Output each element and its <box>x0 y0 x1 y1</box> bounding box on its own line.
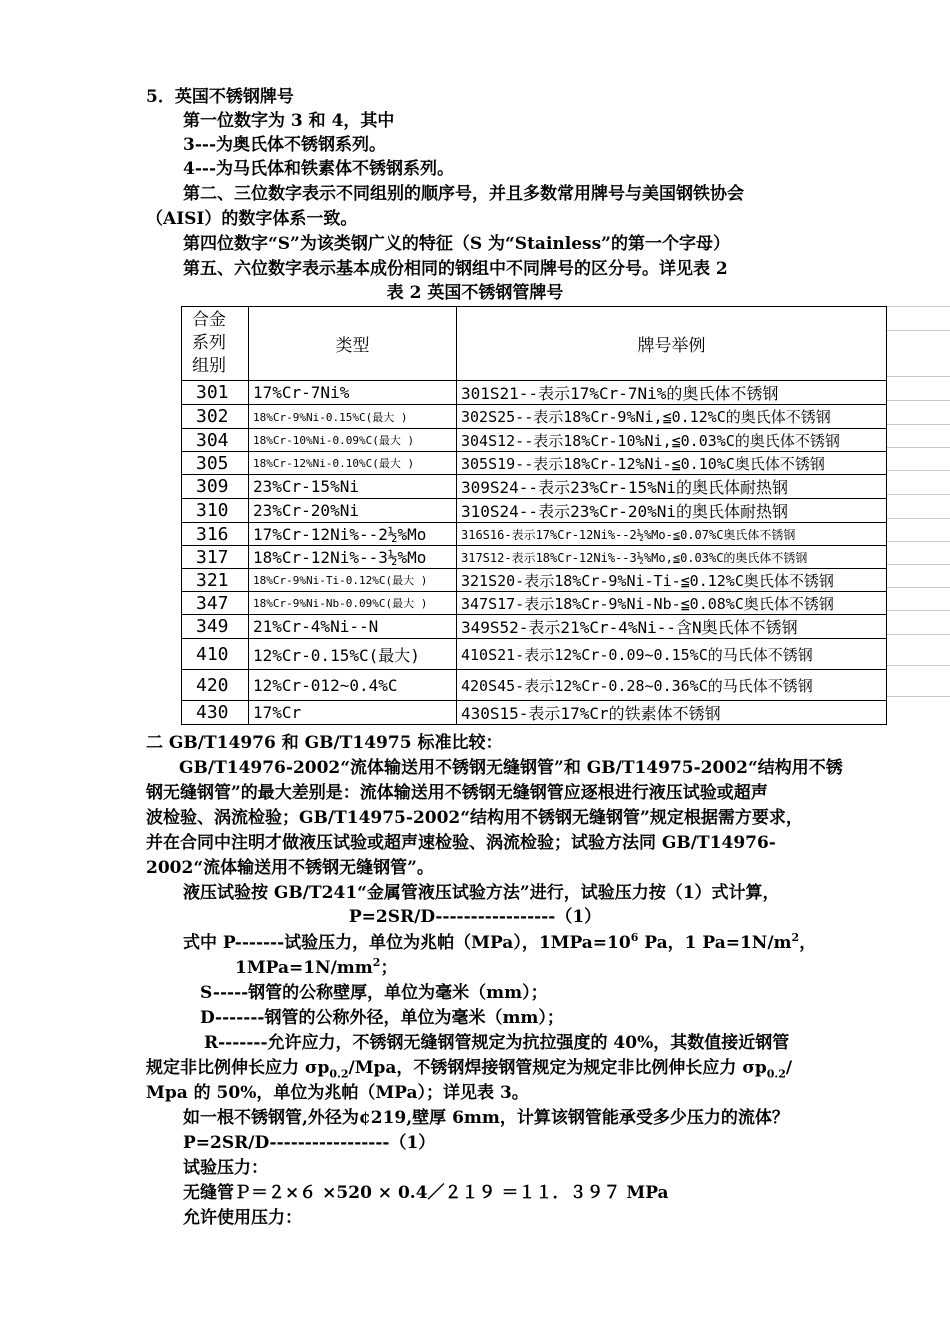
paragraph-comparison-line-3: 波检验、涡流检验；GB/T14975-2002“结构用不锈钢无缝钢管”规定根据需方要求， <box>146 808 803 828</box>
definition-d: D-------钢管的公称外径，单位为毫米（mm）； <box>200 1008 564 1028</box>
cell-type: 18%Cr-9%Ni-Nb-0.09%C(最大 ) <box>249 592 457 615</box>
cell-series: 309 <box>182 475 249 499</box>
table-2-caption: 表 2 英国不锈钢管牌号 <box>386 283 564 303</box>
gridline <box>886 564 950 565</box>
table-row <box>182 405 887 429</box>
table-header-row <box>182 307 887 381</box>
cell-example: 302S25--表示18%Cr-9%Ni,≦0.12%C的奥氏体不锈钢 <box>457 405 887 429</box>
gridline <box>886 470 950 471</box>
section-2-heading: 二 GB/T14976 和 GB/T14975 标准比较： <box>146 733 503 753</box>
paragraph-hydraulic-test: 液压试验按 GB/T241“金属管液压试验方法”进行，试验压力按（1）式计算， <box>183 883 780 903</box>
gridline <box>886 665 950 666</box>
cell-series: 347 <box>182 592 249 615</box>
paragraph-martensitic: 4---为马氏体和铁素体不锈钢系列。 <box>183 159 454 179</box>
table-row <box>182 499 887 523</box>
cell-series: 410 <box>182 639 249 670</box>
definition-p-text: 1MPa=1N/mm <box>235 958 373 978</box>
gridline <box>886 610 950 611</box>
cell-series: 305 <box>182 452 249 475</box>
cell-example: 317S12-表示18%Cr-12Ni%--3½%Mo,≦0.03%C的奥氏体不锈钢 <box>457 546 887 569</box>
subscript: 0.2 <box>329 1067 349 1081</box>
cell-type: 18%Cr-9%Ni-0.15%C(最大 ) <box>249 405 457 429</box>
definition-r-line-1: R-------允许应力，不锈钢无缝钢管规定为抗拉强度的 40%，其数值接近钢管 <box>204 1033 790 1053</box>
superscript: 6 <box>630 931 639 944</box>
cell-type: 23%Cr-15%Ni <box>249 475 457 499</box>
cell-type: 17%Cr <box>249 701 457 725</box>
cell-type: 12%Cr-012~0.4%C <box>249 670 457 701</box>
paragraph-comparison-line-2: 钢无缝钢管”的最大差别是：流体输送用不锈钢无缝钢管应逐根进行液压试验或超声 <box>146 783 768 803</box>
cell-example: 305S19--表示18%Cr-12%Ni-≦0.10%C奥氏体不锈钢 <box>457 452 887 475</box>
table-row <box>182 670 887 701</box>
table-row <box>182 592 887 615</box>
cell-type: 18%Cr-12%Ni-0.10%C(最大 ) <box>249 452 457 475</box>
cell-series: 317 <box>182 546 249 569</box>
cell-example: 316S16-表示17%Cr-12Ni%--2½%Mo-≦0.07%C奥氏体不锈钢 <box>457 523 887 546</box>
definition-r-text: /Mpa，不锈钢焊接钢管规定为规定非比例伸长应力 σp <box>348 1058 767 1078</box>
table-row <box>182 475 887 499</box>
paragraph-digits-2-3-b: （AISI）的数字体系一致。 <box>146 209 358 229</box>
gridline <box>886 587 950 588</box>
table-row <box>182 701 887 725</box>
gridline <box>886 634 950 635</box>
table-row <box>182 381 887 405</box>
paragraph-fifth-sixth-digit: 第五、六位数字表示基本成份相同的钢组中不同牌号的区分号。详见表 2 <box>183 259 728 279</box>
paragraph-comparison-line-4: 并在合同中注明才做液压试验或超声速检验、涡流检验；试验方法同 GB/T14976- <box>146 833 776 853</box>
cell-series: 301 <box>182 381 249 405</box>
gridline <box>886 696 950 697</box>
cell-example: 349S52-表示21%Cr-4%Ni--含N奥氏体不锈钢 <box>457 615 887 639</box>
table-row <box>182 429 887 452</box>
table-row <box>182 639 887 670</box>
cell-example: 310S24--表示23%Cr-20%Ni的奥氏体耐热钢 <box>457 499 887 523</box>
gridline <box>886 306 950 307</box>
definition-r-text: / <box>785 1058 793 1078</box>
paragraph-fourth-digit: 第四位数字“S”为该类钢广义的特征（S 为“Stainless”的第一个字母） <box>183 234 730 254</box>
cell-series: 304 <box>182 429 249 452</box>
cell-type: 18%Cr-9%Ni-Ti-0.12%C(最大 ) <box>249 569 457 592</box>
header-series: 合金系列组别 <box>182 307 249 381</box>
cell-type: 18%Cr-10%Ni-0.09%C(最大 ) <box>249 429 457 452</box>
definition-s: S-----钢管的公称壁厚，单位为毫米（mm）； <box>200 983 548 1003</box>
section-5-heading: 5．英国不锈钢牌号 <box>146 87 294 107</box>
paragraph-digits-2-3-a: 第二、三位数字表示不同组别的顺序号，并且多数常用牌号与美国钢铁协会 <box>183 184 744 204</box>
gridline <box>886 518 950 519</box>
table-row <box>182 523 887 546</box>
cell-type: 12%Cr-0.15%C(最大) <box>249 639 457 670</box>
cell-series: 349 <box>182 615 249 639</box>
superscript: 2 <box>372 956 381 969</box>
test-pressure-label: 试验压力： <box>183 1158 268 1178</box>
cell-type: 17%Cr-7Ni% <box>249 381 457 405</box>
definition-p-text: 式中 P-------试验压力，单位为兆帕（MPa），1MPa=10 <box>183 933 631 953</box>
example-question: 如一根不锈钢管,外径为¢219,壁厚 6mm，计算该钢管能承受多少压力的流体？ <box>183 1108 789 1128</box>
table-row <box>182 452 887 475</box>
cell-type: 17%Cr-12Ni%--2½%Mo <box>249 523 457 546</box>
paragraph-comparison-line-1: GB/T14976-2002“流体输送用不锈钢无缝钢管”和 GB/T14975-2002“结构用不锈 <box>179 758 843 778</box>
cell-example: 430S15-表示17%Cr的铁素体不锈钢 <box>457 701 887 725</box>
definition-r-line-3: Mpa 的 50%，单位为兆帕（MPa）；详见表 3。 <box>146 1083 529 1103</box>
cell-type: 18%Cr-12Ni%--3½%Mo <box>249 546 457 569</box>
definition-p-text: ； <box>380 958 398 978</box>
allowed-pressure-label: 允许使用压力： <box>183 1208 302 1228</box>
example-formula: P=2SR/D-----------------（1） <box>183 1133 436 1153</box>
cell-example: 301S21--表示17%Cr-7Ni%的奥氏体不锈钢 <box>457 381 887 405</box>
table-row <box>182 615 887 639</box>
superscript: 2 <box>791 931 800 944</box>
paragraph-austenitic: 3---为奥氏体不锈钢系列。 <box>183 135 386 155</box>
cell-series: 430 <box>182 701 249 725</box>
gridline <box>886 541 950 542</box>
gridline <box>886 376 950 377</box>
cell-series: 316 <box>182 523 249 546</box>
definition-p-text: ， <box>799 933 817 953</box>
gridline <box>886 424 950 425</box>
gridline <box>886 400 950 401</box>
gridline <box>886 330 950 331</box>
cell-example: 321S20-表示18%Cr-9%Ni-Ti-≦0.12%C奥氏体不锈钢 <box>457 569 887 592</box>
cell-series: 310 <box>182 499 249 523</box>
definition-p-line-2 <box>235 957 397 979</box>
cell-series: 302 <box>182 405 249 429</box>
cell-type: 21%Cr-4%Ni--N <box>249 615 457 639</box>
definition-r-text: 规定非比例伸长应力 σp <box>146 1058 330 1078</box>
cell-example: 420S45-表示12%Cr-0.28~0.36%C的马氏体不锈钢 <box>457 670 887 701</box>
cell-series: 321 <box>182 569 249 592</box>
cell-example: 347S17-表示18%Cr-9%Ni-Nb-≦0.08%C奥氏体不锈钢 <box>457 592 887 615</box>
formula: P=2SR/D-----------------（1） <box>348 907 602 927</box>
definition-p-text: Pa，1 Pa=1N/m <box>638 933 792 953</box>
header-example: 牌号举例 <box>457 307 887 381</box>
header-type: 类型 <box>249 307 457 381</box>
table-row <box>182 569 887 592</box>
cell-type: 23%Cr-20%Ni <box>249 499 457 523</box>
brand-table <box>181 306 886 723</box>
paragraph-comparison-line-5: 2002“流体输送用不锈钢无缝钢管”。 <box>146 858 434 878</box>
cell-example: 309S24--表示23%Cr-15%Ni的奥氏体耐热钢 <box>457 475 887 499</box>
cell-series: 420 <box>182 670 249 701</box>
gridline <box>886 447 950 448</box>
table-row <box>182 546 887 569</box>
definition-p <box>183 932 816 954</box>
cell-example: 304S12--表示18%Cr-10%Ni,≦0.03%C的奥氏体不锈钢 <box>457 429 887 452</box>
cell-example: 410S21-表示12%Cr-0.09~0.15%C的马氏体不锈钢 <box>457 639 887 670</box>
gridline <box>886 494 950 495</box>
paragraph-first-digit: 第一位数字为 3 和 4，其中 <box>183 111 395 131</box>
seamless-calculation: 无缝管Ｐ＝２×６ ×520 × 0.4／２１９ ＝１１．３９７ MPa <box>183 1183 669 1203</box>
subscript: 0.2 <box>766 1067 786 1081</box>
